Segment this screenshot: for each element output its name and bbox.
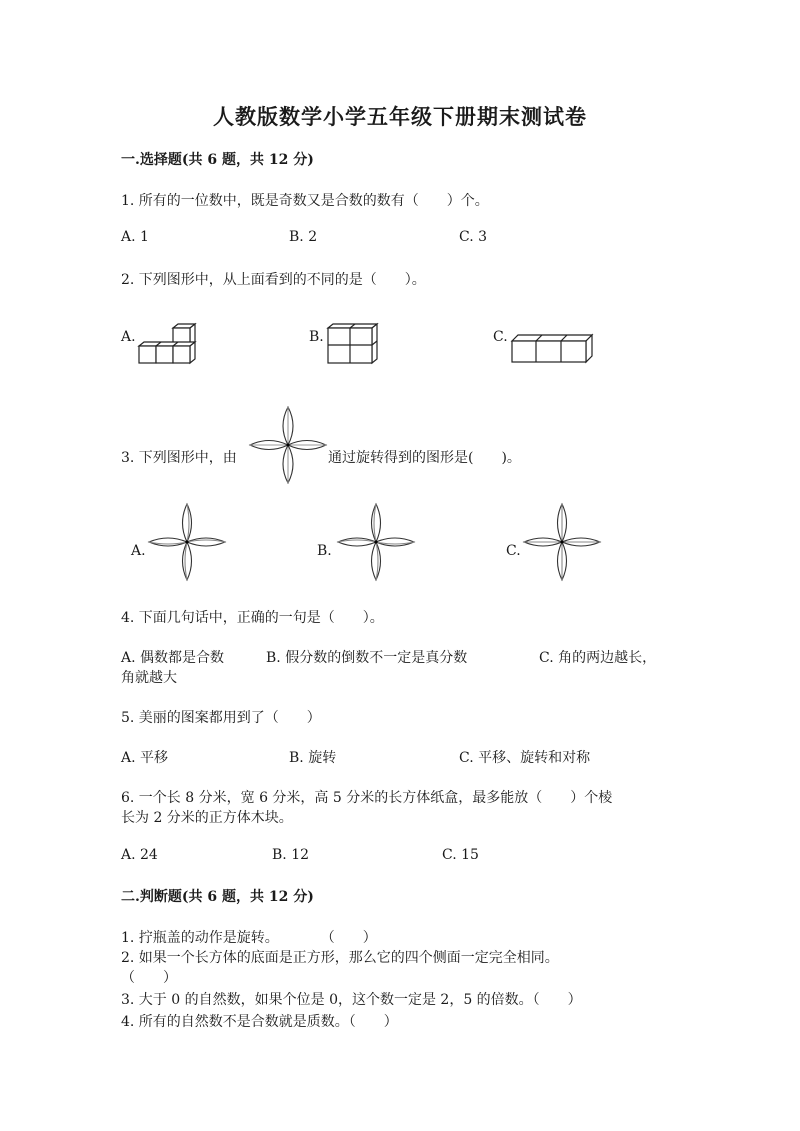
section-heading-choice: 一.选择题(共 6 题，共 12 分) xyxy=(121,152,314,168)
q4-option-a[interactable]: A. 偶数都是合数 xyxy=(121,650,225,666)
q3-figure-a-flower xyxy=(147,502,227,582)
judgment-question-2-line-2: （ ） xyxy=(121,970,177,986)
question-4-text: 4. 下面几句话中，正确的一句是（ ）。 xyxy=(121,610,384,626)
q2-option-a[interactable]: A. xyxy=(121,329,136,345)
q5-option-b[interactable]: B. 旋转 xyxy=(289,750,337,766)
q1-option-a[interactable]: A. 1 xyxy=(121,229,149,245)
q1-option-c[interactable]: C. 3 xyxy=(459,229,488,245)
q3-option-c[interactable]: C. xyxy=(506,543,521,559)
judgment-question-1: 1. 拧瓶盖的动作是旋转。 （ ） xyxy=(121,930,377,946)
page-title: 人教版数学小学五年级下册期末测试卷 xyxy=(213,104,587,129)
q2-option-c[interactable]: C. xyxy=(493,329,508,345)
q3-option-a[interactable]: A. xyxy=(131,543,146,559)
question-2-text: 2. 下列图形中，从上面看到的不同的是（ ）。 xyxy=(121,272,426,288)
section-heading-judgment: 二.判断题(共 6 题，共 12 分) xyxy=(121,889,314,905)
q2-option-b[interactable]: B. xyxy=(309,329,324,345)
q4-option-c-continued: 角就越大 xyxy=(121,670,177,686)
question-5-text: 5. 美丽的图案都用到了（ ） xyxy=(121,710,321,726)
judgment-question-2-line-1: 2. 如果一个长方体的底面是正方形，那么它的四个侧面一定完全相同。 xyxy=(121,950,559,966)
q2-figure-a-cubes xyxy=(138,322,196,364)
question-3-suffix: 通过旋转得到的图形是( )。 xyxy=(328,450,521,466)
judgment-question-4: 4. 所有的自然数不是合数就是质数。（ ） xyxy=(121,1014,398,1030)
q1-option-b[interactable]: B. 2 xyxy=(289,229,318,245)
q4-option-c[interactable]: C. 角的两边越长， xyxy=(539,650,657,666)
q3-figure-c-flower xyxy=(522,502,602,582)
q4-option-b[interactable]: B. 假分数的倒数不一定是真分数 xyxy=(266,650,468,666)
judgment-question-3: 3. 大于 0 的自然数，如果个位是 0，这个数一定是 2，5 的倍数。（ ） xyxy=(121,992,582,1008)
q3-figure-b-flower xyxy=(336,502,416,582)
question-6-line-2: 长为 2 分米的正方体木块。 xyxy=(121,810,293,826)
q5-option-c[interactable]: C. 平移、旋转和对称 xyxy=(459,750,591,766)
q6-option-c[interactable]: C. 15 xyxy=(442,847,479,863)
q3-option-b[interactable]: B. xyxy=(317,543,332,559)
q6-option-b[interactable]: B. 12 xyxy=(272,847,310,863)
question-3-prefix: 3. 下列图形中，由 xyxy=(121,450,237,466)
q3-reference-flower-figure xyxy=(249,405,327,485)
q2-figure-b-cubes xyxy=(327,322,379,364)
q6-option-a[interactable]: A. 24 xyxy=(121,847,158,863)
q2-figure-c-cubes xyxy=(511,334,593,364)
question-1-text: 1. 所有的一位数中，既是奇数又是合数的数有（ ）个。 xyxy=(121,193,489,209)
q5-option-a[interactable]: A. 平移 xyxy=(121,750,169,766)
question-6-line-1: 6. 一个长 8 分米，宽 6 分米，高 5 分米的长方体纸盒，最多能放（ ）个棱 xyxy=(121,790,613,806)
